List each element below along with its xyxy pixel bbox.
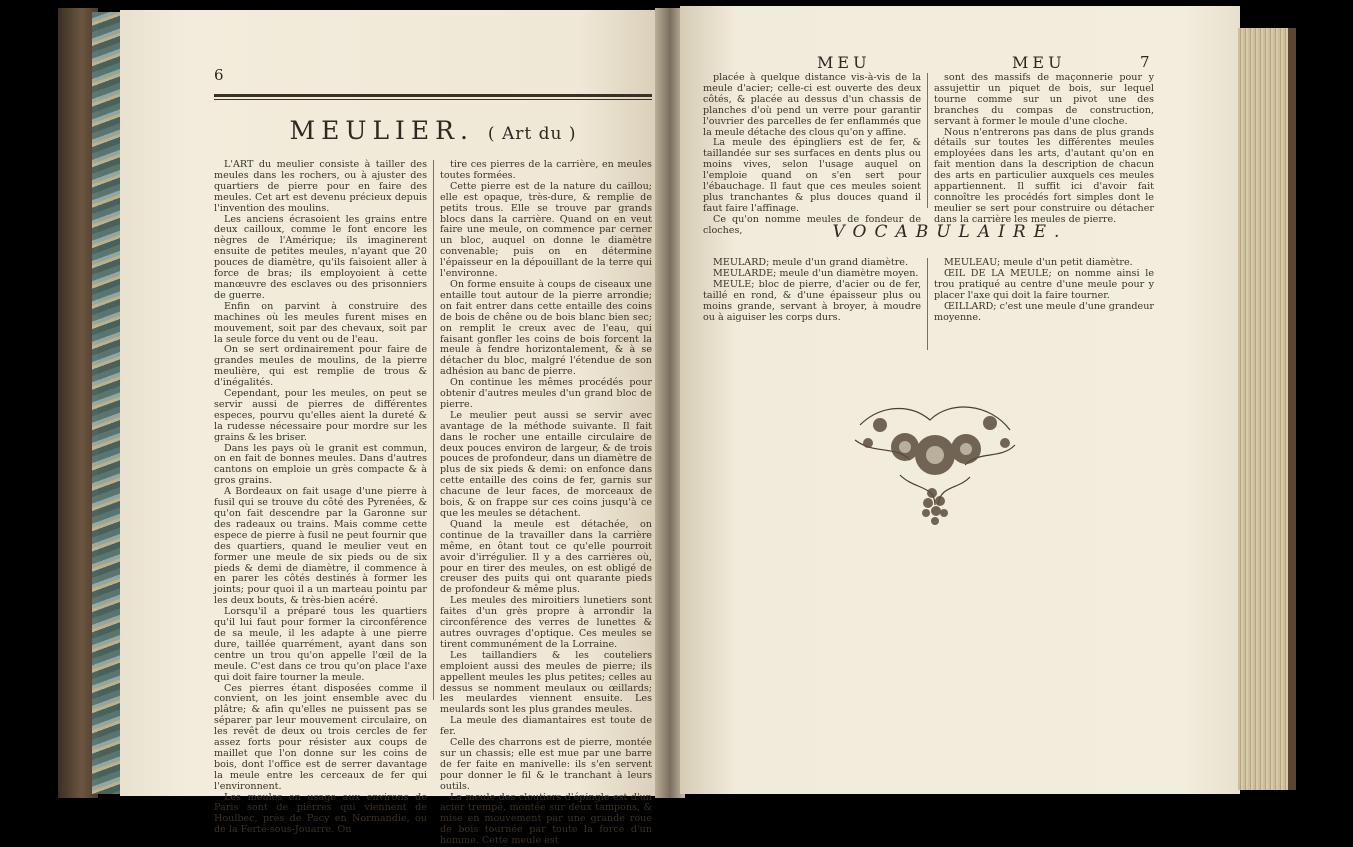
- paragraph: sont des massifs de maçonnerie pour y assujettir un piquet de bois, sur lequel tourne comme sur un pivot une des branches du compas de construction, servant à former le moule d'une cloche.: [934, 72, 1154, 127]
- vocabulary-entry: MEULEAU; meule d'un petit diamètre.: [944, 257, 1133, 268]
- paragraph: L'ART du meulier consiste à tailler des meules dans les rochers, ou à ajuster des quartiers de pierre pour en faire des meules. Cet art est devenu précieux depuis l'invention des moulins.: [214, 159, 427, 214]
- vocabulary-entry: ŒILLARD; c'est une meule d'une grandeur moyenne.: [934, 300, 1154, 323]
- vocabulary-heading: VOCABULAIRE.: [832, 222, 1068, 242]
- vocabulary-entry: MEULARDE; meule d'un diamètre moyen.: [713, 267, 919, 279]
- right-column-2: [934, 72, 1154, 225]
- vocabulary-column-1: [703, 258, 921, 328]
- paragraph: Lorsqu'il a préparé tous les quartiers qu'il lui faut pour former la circonférence de sa meule, il les adapte à une pierre dure, taillée quarrément, ayant dans son centre un trou qu'on appelle l'œil de la meule. C'est dans ce trou qu'on place l'axe qui doit faire tourner la meule.: [214, 606, 427, 683]
- left-column-2: [440, 159, 652, 847]
- column-divider-right: [927, 73, 928, 208]
- header-rule-thin: [214, 99, 652, 100]
- paragraph: Les meules des miroitiers lunetiers sont faites d'un grès propre à arrondir la circonférence des verres de lunettes & autres ouvrages d'optique. Ces meules se tirent communément de la Lorraine.: [440, 595, 652, 650]
- paragraph: Quand la meule est détachée, on continue de la travailler dans la carrière même, en ôtant tout ce qu'elle pourroit avoir d'irrégulier. Il y a des carrières où, pour en tirer des meules, on est obligé de creuser des puits qui ont quarante pieds de profondeur & même plus.: [440, 518, 652, 596]
- paragraph: Ces pierres étant disposées comme il convient, on les joint ensemble avec du plâtre; & afin qu'elles ne puissent pas se séparer par leur mouvement circulaire, on les revêt de deux ou trois cercles de fer assez forts pour résister aux coups de maillet que l'on donne sur les coins de bois, dont l'office est de serrer davantage la meule entre les cerceaux de fer qui l'environnent.: [214, 682, 427, 792]
- paragraph: Enfin on parvint à construire des machines où les meules furent mises en mouvement, soit par des chevaux, soit par la seule force du vent ou de l'eau.: [214, 300, 427, 345]
- paragraph: Le meulier peut aussi se servir avec avantage de la méthode suivante. Il fait dans le rocher une entaille circulaire de deux pouces environ de largeur, & de trois pouces de profondeur, dans un diamètre de plus de six pieds & demi: on enfonce dans cette entaille des coins de fer, garnis sur chacune de leur faces, de morceaux de bois, & on frappe sur ces coins jusqu'à ce que les meules se détachent.: [440, 409, 652, 519]
- paragraph: Les meules en usage aux environs de Paris sont de pierres qui viennent de Houlbec, près de Pacy en Normandie, ou de la Ferté-sous-Jouarre. On: [214, 791, 427, 836]
- paragraph: La meule des épingliers est de fer, & taillandée sur ses surfaces en dents plus ou moins vives, selon l'usage auquel on l'emploie quand on s'en sert pour l'ébauchage. Il faut que ces meules soient plus tranchantes & plus douces quand il faut faire l'affinage.: [703, 137, 921, 214]
- paragraph: La meule des diamantaires est toute de fer.: [440, 715, 652, 738]
- vocabulary-divider: [927, 258, 928, 350]
- vocabulary-entry: ŒIL DE LA MEULE; on nomme ainsi le trou pratiqué au centre d'une meule pour y placer l'axe qui doit la faire tourner.: [934, 267, 1154, 301]
- paragraph: On continue les mêmes procédés pour obtenir d'autres meules d'un grand bloc de pierre.: [440, 377, 652, 410]
- vocabulary-entry: MEULE; bloc de pierre, d'acier ou de fer, taillé en rond, & d'une épaisseur plus ou moins grande, servant à broyer, à moudre ou à aiguiser les corps durs.: [703, 278, 921, 323]
- paragraph: On se sert ordinairement pour faire de grandes meules de moulins, de la pierre meulière, qui est remplie de trous & d'inégalités.: [214, 344, 427, 389]
- running-head-right: MEU: [1012, 53, 1066, 72]
- page-edges-right: [1238, 28, 1296, 790]
- marbled-endpaper: [92, 12, 122, 794]
- article-title-main: MEULIER.: [289, 116, 474, 145]
- paragraph: Dans les pays où le granit est commun, on en fait de bonnes meules. Dans d'autres cantons on emploie un grès compacte & à gros grains.: [214, 442, 427, 487]
- page-number-left: 6: [214, 66, 224, 84]
- column-divider-left: [433, 160, 434, 700]
- paragraph: placée à quelque distance vis-à-vis de la meule d'acier; celle-ci est ouverte des deux côtés, & placée au dessus d'un chassis de planches d'où pend un verre pour garantir l'ouvrier des parcelles de fer enflammés que la meule détache des clous qu'on y affine.: [703, 72, 921, 138]
- floral-ornament-image: [840, 385, 1030, 530]
- header-rule-thick: [214, 94, 652, 97]
- right-column-1: [703, 72, 921, 236]
- paragraph: tire ces pierres de la carrière, en meules toutes formées.: [440, 159, 652, 181]
- vocabulary-column-2: [934, 258, 1154, 328]
- article-title: [214, 116, 652, 145]
- paragraph: Les anciens écrasoient les grains entre deux cailloux, comme le font encore les nègres de l'Amérique; ils imaginerent ensuite de petites meules, n'ayant que 20 pouces de diamètre, qu'ils faisoient aller à force de bras; ils employoient à cette manœuvre des esclaves ou des prisonniers de guerre.: [214, 213, 427, 301]
- paragraph: La meule des cloutiers d'épingle est d'un acier trempé, montée sur deux tampons, & mise en mouvement par une grande roue de bois tournée par toute la force d'un homme. Cette meule est: [440, 791, 652, 847]
- left-column-1: [214, 159, 427, 836]
- page-number-right: 7: [1140, 53, 1150, 71]
- article-title-suffix: ( Art du ): [487, 124, 577, 144]
- paragraph: A Bordeaux on fait usage d'une pierre à fusil qui se trouve du côté des Pyrenées, & qu'on fait descendre par la Garonne sur des radeaux ou trains. Mais comme cette espece de pierre à fusil ne peut fournir que des quartiers, quand le meulier veut en former une meule de six pieds ou de six pieds & demi de diamètre, il commence à en parer les côtés destinés à former les joints; pour quoi il a un marteau pointu par les deux bouts, & très-bien acéré.: [214, 486, 427, 607]
- paragraph: On forme ensuite à coups de ciseaux une entaille tout autour de la pierre arrondie; on fait entrer dans cette entaille des coins de bois de chêne ou de bois blanc bien sec; on remplit le creux avec de l'eau, qui faisant gonfler les coins de bois forcent la meule à fendre horizontalement, & à se détacher du bloc, malgré l'étendue de son adhésion au banc de pierre.: [440, 278, 652, 378]
- paragraph: Celle des charrons est de pierre, montée sur un chassis; elle est mue par une barre de fer faite en manivelle: ils s'en servent pour donner le fil & le tranchant à leurs outils.: [440, 737, 652, 792]
- vocabulary-entry: MEULARD; meule d'un grand diamètre.: [713, 257, 909, 268]
- paragraph: Les taillandiers & les couteliers emploient aussi des meules de pierre; ils appellent meules les plus petites; celles au dessus se nomment meulaux ou œillards; les meulardes viennent ensuite. Les meulards sont les plus grandes meules.: [440, 649, 652, 716]
- running-head-left: MEU: [817, 53, 871, 72]
- paragraph: Nous n'entrerons pas dans de plus grands détails sur toutes les différentes meules employées dans les arts, d'autant qu'on en fait mention dans la description de chacun des arts en particulier auxquels ces meules appartiennent. Il suffit ici d'avoir fait connoître les procédés fort simples dont le meulier se sert pour construire ou détacher dans la carrière les meules de pierre.: [934, 126, 1154, 225]
- paragraph: Cependant, pour les meules, on peut se servir aussi de pierres de différentes especes, pourvu qu'elles aient la dureté & la rudesse nécessaire pour mordre sur les grains & les briser.: [214, 388, 427, 443]
- paragraph: Cette pierre est de la nature du caillou; elle est opaque, très-dure, & remplie de petits trous. Elle se trouve par grands blocs dans la carrière. Quand on en veut faire une meule, on commence par cerner un bloc, auquel on donne le diamètre convenable; puis on en détermine l'épaisseur en la dépouillant de la terre qui l'environne.: [440, 180, 652, 280]
- paragraph: Ce qu'on nomme meules de fondeur de cloches,: [703, 213, 921, 236]
